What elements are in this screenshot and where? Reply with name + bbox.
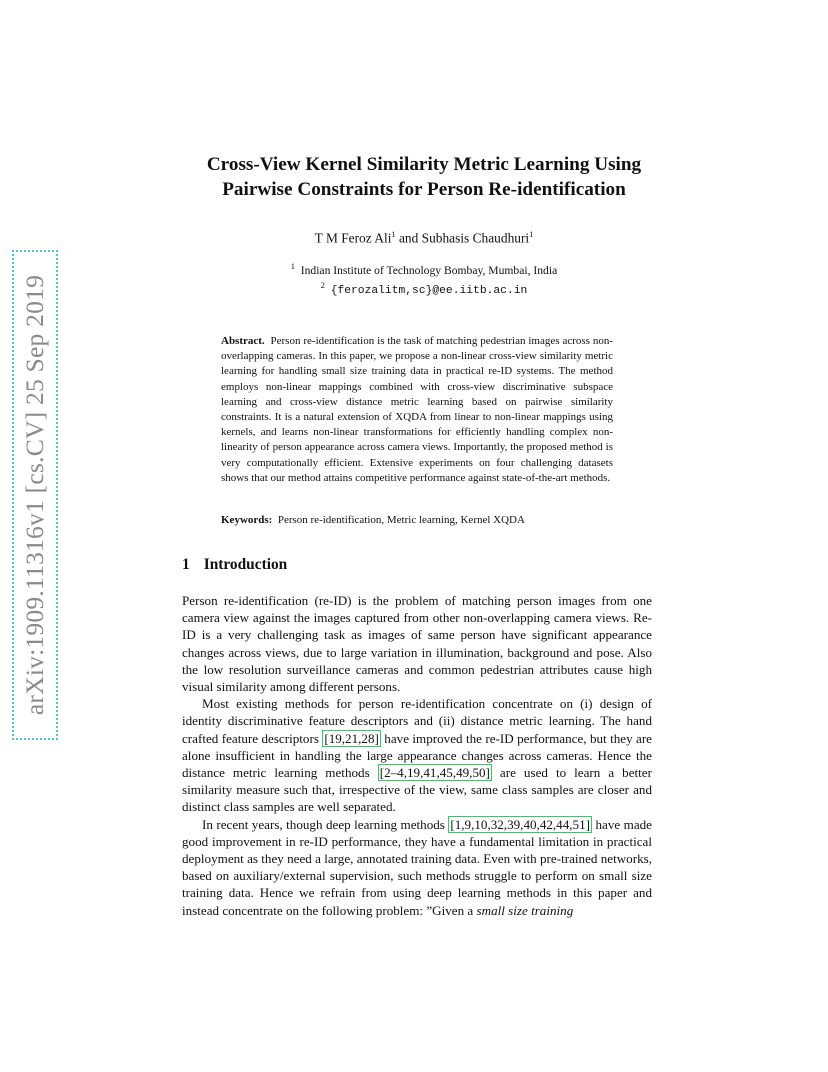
introduction-body bbox=[182, 592, 652, 919]
section-title: Introduction bbox=[203, 556, 288, 573]
title-line-2: Pairwise Constraints for Person Re-identification bbox=[222, 179, 626, 200]
paper-title bbox=[150, 152, 698, 202]
paragraph-text: are used to learn a better similarity measure such that, irrespective of the view, same class samples are closer and distinct class samples are well separated. bbox=[182, 765, 652, 815]
abstract-text: Person re-identification is the task of matching pedestrian images across non-overlapping cameras. In this paper, we propose a non-linear cross-view similarity metric learning for handling small size training data in practical re-ID systems. The method employs non-linear mappings combined with cross-view discriminative subspace learning and cross-view distance metric learning based on pairwise similarity constraints. It is a natural extension of XQDA from linear to non-linear mappings using kernels, and learns non-linear transformations for efficiently handling complex non-linearity of person appearance across camera views. Importantly, the proposed method is very computationally efficient. Extensive experiments on four challenging datasets shows that our method attains competitive performance against state-of-the-art methods. bbox=[221, 335, 614, 484]
paragraph-text: Most existing methods for person re-identification concentrate on (i) design of identity discriminative feature descriptors and (ii) distance metric learning. The hand crafted feature descriptors bbox=[182, 696, 652, 746]
author-list bbox=[150, 230, 698, 246]
paragraph-text: have made good improvement in re-ID performance, they have a fundamental limitation in practical deployment as they need a large, annotated training data. Even with pre-trained networks, based on auxiliary/external supervision, such methods struggle to perform on small size training data. Hence we refrain from using deep learning methods in this paper and instead concentrate on the following problem: ”Given a bbox=[182, 816, 652, 918]
affiliation-institute bbox=[150, 259, 698, 278]
section-number: 1 bbox=[182, 556, 190, 573]
title-line-1: Cross-View Kernel Similarity Metric Learning Using bbox=[206, 154, 642, 175]
author-connector: and bbox=[395, 230, 422, 246]
affiliation-marker: 1 bbox=[529, 230, 534, 239]
affiliation-emails bbox=[150, 278, 698, 299]
section-heading bbox=[182, 556, 287, 574]
intro-paragraph-1: Person re-identification (re-ID) is the problem of matching person images from one camera view against the images captured from other non-overlapping camera views. Re-ID is a very challenging task as images of same person have significant appearance changes across views, due to large variation in illumination, background and pose. Also the low resolution surveillance cameras and common pedestrian attributes cause high visual similarity among different persons. bbox=[182, 593, 652, 695]
affiliation-marker: 1 bbox=[290, 262, 295, 271]
institute-name: Indian Institute of Technology Bombay, Mumbai, India bbox=[300, 263, 558, 277]
author-emails: {ferozalitm,sc}@ee.iitb.ac.in bbox=[330, 284, 528, 297]
keywords-text: Person re-identification, Metric learning, Kernel XQDA bbox=[277, 514, 525, 526]
abstract bbox=[221, 334, 613, 486]
citation-link[interactable]: [2–4,19,41,45,49,50] bbox=[379, 765, 490, 781]
arxiv-identifier-stamp bbox=[12, 250, 58, 740]
intro-paragraph-3 bbox=[182, 816, 652, 919]
abstract-label: Abstract. bbox=[221, 335, 265, 347]
paragraph-text: have improved the re-ID performance, but they are alone insufficient in handling the large appearance changes across cameras. Hence the distance metric learning methods bbox=[182, 730, 652, 781]
emphasized-text: small size training bbox=[476, 902, 574, 918]
affiliation-marker: 1 bbox=[391, 230, 396, 239]
citation-link[interactable]: [19,21,28] bbox=[324, 730, 379, 746]
keywords bbox=[221, 513, 613, 528]
author-name: Subhasis Chaudhuri bbox=[421, 230, 530, 246]
paragraph-text: In recent years, though deep learning methods bbox=[202, 816, 449, 832]
citation-link[interactable]: [1,9,10,32,39,40,42,44,51] bbox=[450, 816, 591, 832]
author-name: T M Feroz Ali bbox=[314, 230, 392, 246]
intro-paragraph-2 bbox=[182, 695, 652, 815]
affiliation-marker: 2 bbox=[320, 280, 325, 290]
affiliations bbox=[150, 259, 698, 299]
keywords-label: Keywords: bbox=[221, 514, 273, 526]
arxiv-identifier: arXiv:1909.11316v1 [cs.CV] 25 Sep 2019 bbox=[20, 274, 49, 716]
